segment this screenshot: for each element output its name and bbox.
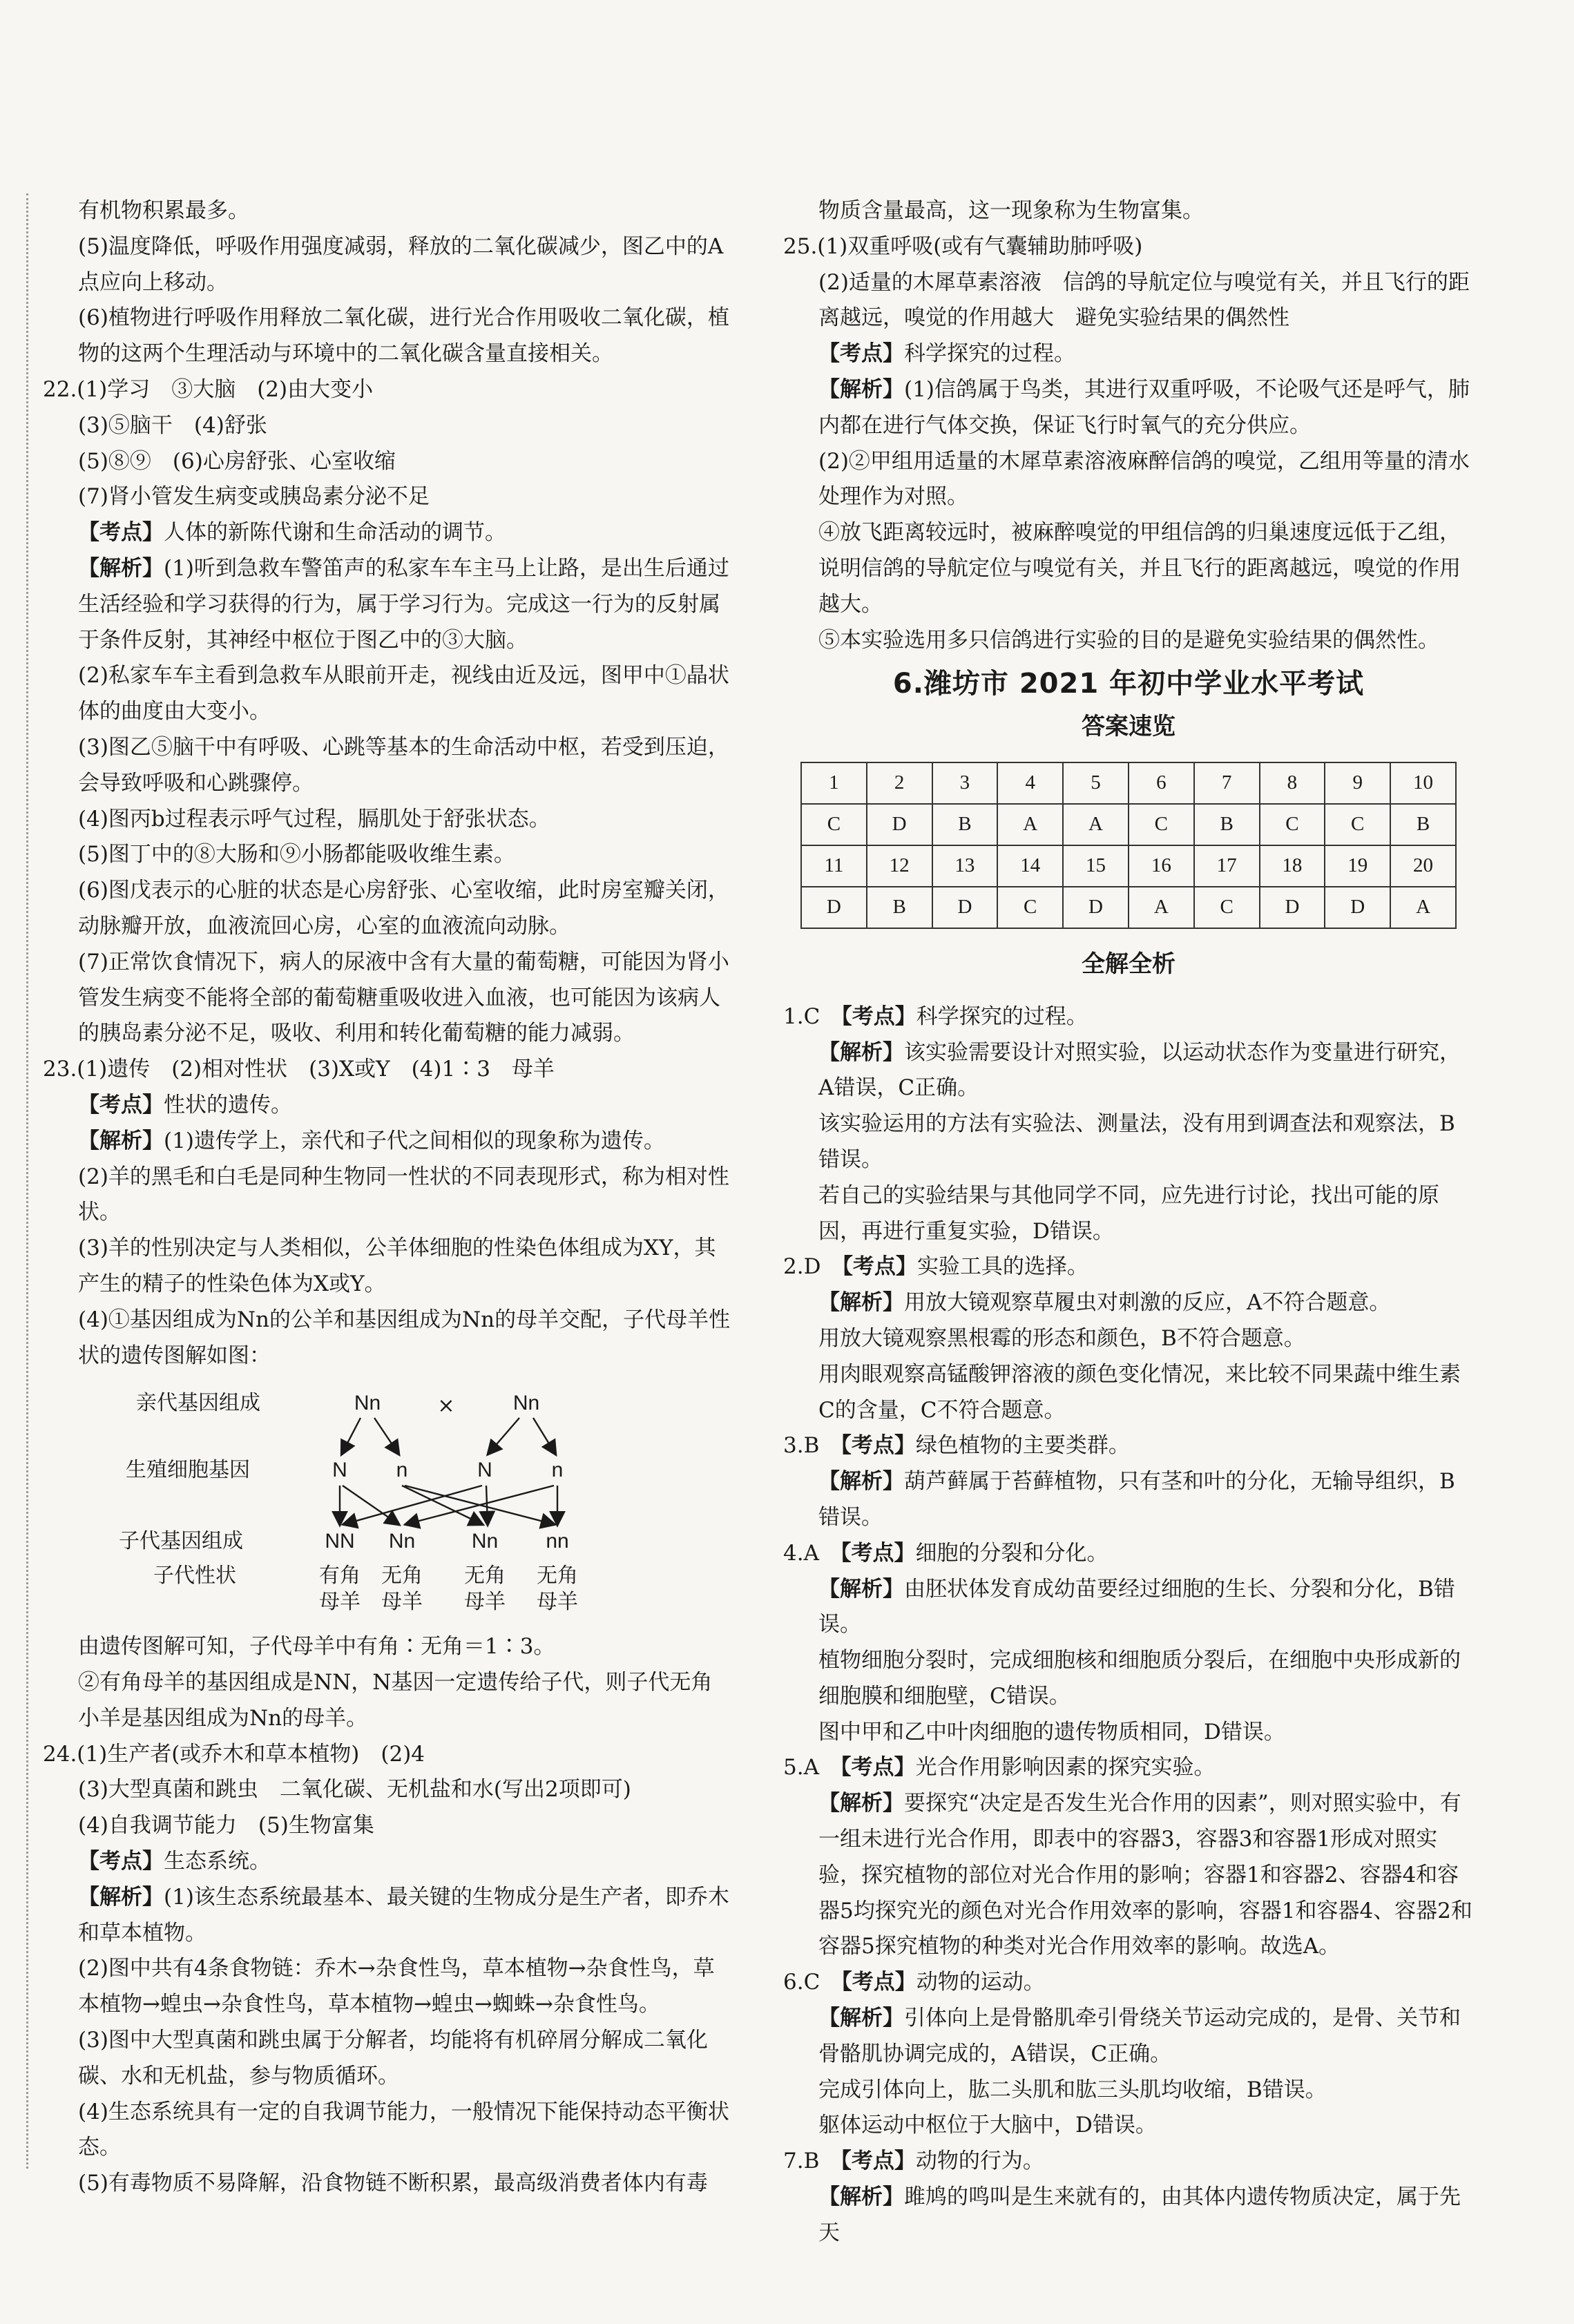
paragraph-text: 葫芦藓属于苔藓植物，只有茎和叶的分化，无输导组织，B错误。 [818, 1469, 1455, 1530]
tag-label: 【解析】 [78, 555, 164, 581]
paragraph-text: (2)羊的黑毛和白毛是同种生物同一性状的不同表现形式，称为相对性状。 [78, 1164, 729, 1225]
text-paragraph [43, 1629, 733, 1665]
text-paragraph [43, 945, 733, 1052]
answer-number-cell: 19 [1325, 845, 1390, 887]
text-paragraph [783, 1249, 1474, 1285]
tag-label: 【解析】 [818, 1039, 904, 1065]
paragraph-text: 用肉眼观察高锰酸钾溶液的颜色变化情况，来比较不同果蔬中维生素C的含量，C不符合题意。 [818, 1361, 1461, 1423]
text-paragraph [783, 623, 1474, 659]
genetic-diagram [43, 1376, 733, 1625]
offspring-3: Nn [471, 1530, 499, 1553]
answer-row-answers-2 [801, 887, 1456, 928]
tag-label: 【考点】 [78, 1092, 164, 1117]
text-paragraph [43, 1160, 733, 1231]
text-paragraph [783, 1357, 1474, 1429]
answer-letter-cell: A [1390, 887, 1456, 928]
section-title: 6.潍坊市 2021 年初中学业水平考试 [892, 668, 1365, 700]
text-paragraph [43, 2166, 733, 2202]
answer-letter-cell: D [867, 804, 932, 845]
gamete-1: N [332, 1459, 347, 1482]
paragraph-text: 25.(1)双重呼吸(或有气囊辅助肺呼吸) [783, 233, 1143, 259]
answer-number-cell: 20 [1390, 845, 1456, 887]
paragraph-text: (2)图中共有4条食物链：乔木→杂食性鸟，草本植物→杂食性鸟，草本植物→蝗虫→杂食性鸟，草本植物→蝗虫→蜘蛛→杂食性鸟。 [78, 1956, 715, 2017]
tag-label: 【解析】 [78, 1884, 164, 1910]
full-analysis-title: 全解全析 [1082, 950, 1175, 978]
paragraph-text: 该实验运用的方法有实验法、测量法，没有用到调查法和观察法，B错误。 [818, 1111, 1455, 1172]
paragraph-text: 该实验需要设计对照实验，以运动状态作为变量进行研究，A错误，C正确。 [818, 1039, 1461, 1101]
left-text-block-2 [43, 1629, 733, 2202]
answer-letter-cell: C [1325, 804, 1390, 845]
tag-label: 【解析】 [818, 1290, 904, 1316]
answer-number-cell: 5 [1063, 762, 1129, 804]
trait-1-line2: 母羊 [319, 1590, 361, 1615]
answer-letter-cell: A [1063, 804, 1129, 845]
paragraph-text: ⑤本实验选用多只信鸽进行实验的目的是避免实验结果的偶然性。 [818, 627, 1439, 653]
text-paragraph [783, 1750, 1474, 1786]
trait-3-line2: 母羊 [464, 1590, 506, 1615]
right-text-block-2 [783, 999, 1474, 2251]
answer-letter-cell: B [1194, 804, 1260, 845]
paragraph-text: (4)自我调节能力 (5)生物富集 [78, 1813, 374, 1838]
answer-letter-cell: A [1129, 887, 1194, 928]
answer-number-cell: 17 [1194, 845, 1260, 887]
paragraph-text: (5)⑧⑨ (6)心房舒张、心室收缩 [78, 448, 396, 474]
paragraph-text: 由遗传图解可知，子代母羊中有角∶无角＝1∶3。 [78, 1634, 555, 1660]
answer-letter-cell: A [997, 804, 1063, 845]
text-paragraph [43, 372, 733, 408]
answer-number-cell: 11 [801, 845, 867, 887]
text-paragraph [783, 1178, 1474, 1250]
text-paragraph [783, 2108, 1474, 2144]
text-paragraph [783, 229, 1474, 265]
paragraph-text: 用放大镜观察黑根霉的形态和颜色，B不符合题意。 [818, 1325, 1305, 1351]
text-paragraph [43, 444, 733, 480]
label-offspring-trait: 子代性状 [153, 1564, 236, 1588]
text-paragraph [43, 1844, 733, 1880]
text-paragraph [43, 1231, 733, 1303]
text-paragraph [783, 1715, 1474, 1751]
arrow-gamete-to-offspring [343, 1486, 399, 1524]
text-paragraph [43, 300, 733, 372]
right-text-block [783, 193, 1474, 658]
tag-label: 【解析】 [818, 376, 904, 402]
text-paragraph [783, 515, 1474, 622]
paragraph-text: (1)听到急救车警笛声的私家车车主马上让路，是出生后通过生活经验和学习获得的行为，属于学习行为。完成这一行为的反射属于条件反射，其神经中枢位于图乙中的③大脑。 [78, 555, 729, 653]
answer-letter-cell: C [801, 804, 867, 845]
question-answer: 1.C [783, 1003, 842, 1029]
answer-number-cell: 3 [932, 762, 998, 804]
answer-row-numbers-1 [801, 762, 1456, 804]
paragraph-text: (3)图乙⑤脑干中有呼吸、心跳等基本的生命活动中枢，若受到压迫，会导致呼吸和心跳骤停。 [78, 734, 729, 796]
text-paragraph [43, 1880, 733, 1952]
answer-number-cell: 12 [867, 845, 932, 887]
arrow-gamete-to-offspring [486, 1486, 488, 1524]
question-answer: 7.B [783, 2149, 841, 2174]
paragraph-text: (4)生态系统具有一定的自我调节能力，一般情况下能保持动态平衡状态。 [78, 2099, 729, 2160]
paragraph-text: (1)该生态系统最基本、最关键的生物成分是生产者，即乔木和草本植物。 [78, 1884, 729, 1946]
question-answer: 2.D [783, 1254, 843, 1280]
paragraph-text: 植物细胞分裂时，完成细胞核和细胞质分裂后，在细胞中央形成新的细胞膜和细胞壁，C错误。 [818, 1648, 1461, 1709]
paragraph-text: 图中甲和乙中叶肉细胞的遗传物质相同，D错误。 [818, 1719, 1285, 1745]
answer-number-cell: 18 [1260, 845, 1325, 887]
arrow-parent-to-gamete [488, 1418, 519, 1454]
paragraph-text: (6)植物进行呼吸作用释放二氧化碳，进行光合作用吸收二氧化碳，植物的这两个生理活动与环境中的二氧化碳含量直接相关。 [78, 305, 729, 367]
right-column [783, 193, 1474, 2251]
text-paragraph [783, 1428, 1474, 1464]
trait-4-line1: 无角 [537, 1564, 578, 1588]
paragraph-text: 光合作用影响因素的探究实验。 [915, 1755, 1216, 1780]
tag-label: 【考点】 [818, 341, 904, 367]
text-paragraph [43, 837, 733, 873]
answer-number-cell: 4 [997, 762, 1063, 804]
text-paragraph [783, 1536, 1474, 1572]
text-paragraph [43, 1665, 733, 1737]
answer-number-cell: 15 [1063, 845, 1129, 887]
paragraph-text: (5)温度降低，呼吸作用强度减弱，释放的二氧化碳减少，图乙中的A点应向上移动。 [78, 233, 724, 295]
paragraph-text: 人体的新陈代谢和生命活动的调节。 [164, 520, 506, 546]
binding-dotted-line [26, 193, 28, 2169]
text-paragraph [783, 1572, 1474, 1644]
paragraph-text: 生态系统。 [164, 1849, 271, 1874]
paragraph-text: 细胞的分裂和分化。 [915, 1540, 1108, 1566]
text-paragraph [783, 2001, 1474, 2073]
answer-letter-cell: B [1390, 804, 1456, 845]
paragraph-text: 要探究“决定是否发生光合作用的因素”，则对照实验中，有一组未进行光合作用，即表中的容器3，容器3和容器1形成对照实验，探究植物的部位对光合作用的影响；容器1和容器2、容器4和容器5均探究光的颜色对光合作用效率的影响，容器1和容器4、容器2和容器5探究植物的种类对光合作用效率的影响。故选A。 [818, 1791, 1472, 1959]
paragraph-text: 科学探究的过程。 [916, 1003, 1088, 1029]
paragraph-text: (3)图中大型真菌和跳虫属于分解者，均能将有机碎屑分解成二氧化碳、水和无机盐，参与物质循环。 [78, 2028, 708, 2088]
text-paragraph [43, 193, 733, 229]
tag-label: 【考点】 [78, 1849, 164, 1874]
tag-label: 【考点】 [842, 1254, 917, 1280]
tag-label: 【解析】 [818, 2184, 904, 2210]
answer-number-cell: 14 [997, 845, 1063, 887]
paragraph-text: (7)肾小管发生病变或胰岛素分泌不足 [78, 484, 430, 510]
text-paragraph [783, 265, 1474, 337]
text-paragraph [783, 2180, 1474, 2251]
paragraph-text: 动物的行为。 [915, 2149, 1044, 2174]
parent-male-genotype: Nn [354, 1392, 381, 1415]
gamete-3: N [477, 1459, 492, 1482]
gamete-4: n [551, 1459, 564, 1482]
answer-number-cell: 9 [1325, 762, 1390, 804]
text-paragraph [43, 1808, 733, 1844]
answer-letter-cell: D [932, 887, 998, 928]
paragraph-text: (2)适量的木犀草素溶液 信鸽的导航定位与嗅觉有关，并且飞行的距离越远，嗅觉的作用越大 避免实验结果的偶然性 [818, 269, 1470, 331]
answer-number-cell: 16 [1129, 845, 1194, 887]
paragraph-text: 完成引体向上，肱二头肌和肱三头肌均收缩，B错误。 [818, 2077, 1327, 2102]
text-paragraph [783, 1321, 1474, 1357]
paragraph-text: (1)遗传学上，亲代和子代之间相似的现象称为遗传。 [164, 1128, 665, 1153]
tag-label: 【考点】 [841, 1970, 916, 1995]
text-paragraph [783, 336, 1474, 372]
label-gamete-genes: 生殖细胞基因 [126, 1458, 250, 1483]
answer-number-cell: 1 [801, 762, 867, 804]
paragraph-text: 躯体运动中枢位于大脑中，D错误。 [818, 2113, 1157, 2138]
text-paragraph [783, 1464, 1474, 1536]
tag-label: 【考点】 [841, 1433, 916, 1459]
answer-letter-cell: D [1325, 887, 1390, 928]
paragraph-text: 引体向上是骨骼肌牵引骨绕关节运动完成的，是骨、关节和骨骼肌协调完成的，A错误，C正确。 [818, 2006, 1461, 2066]
tag-label: 【考点】 [840, 1540, 916, 1566]
text-paragraph [43, 229, 733, 301]
arrow-parent-to-gamete [374, 1418, 399, 1454]
trait-2-line2: 母羊 [381, 1590, 423, 1615]
answer-number-cell: 7 [1194, 762, 1260, 804]
paragraph-text: 绿色植物的主要类群。 [915, 1433, 1130, 1459]
parent-female-genotype: Nn [512, 1392, 540, 1415]
paragraph-text: (4)①基因组成为Nn的公羊和基因组成为Nn的母羊交配，子代母羊性状的遗传图解如图： [78, 1307, 731, 1368]
paragraph-text: (3)⑤脑干 (4)舒张 [78, 412, 267, 438]
answer-letter-cell: C [1129, 804, 1194, 845]
paragraph-text: 性状的遗传。 [164, 1092, 292, 1117]
paragraph-text: 动物的运动。 [916, 1970, 1045, 1995]
label-offspring-genotype: 子代基因组成 [119, 1529, 243, 1554]
question-answer: 4.A [783, 1540, 841, 1566]
question-answer: 5.A [783, 1755, 841, 1780]
answer-overview-title: 答案速览 [1082, 713, 1175, 741]
answer-letter-cell: B [932, 804, 998, 845]
text-paragraph [783, 1965, 1474, 2001]
question-answer: 3.B [783, 1433, 841, 1459]
text-paragraph [43, 658, 733, 730]
text-paragraph [43, 1303, 733, 1374]
answer-letter-cell: B [867, 887, 932, 928]
text-paragraph [43, 1124, 733, 1160]
trait-1-line1: 有角 [319, 1564, 361, 1588]
text-paragraph [43, 2023, 733, 2095]
paragraph-text: 雎鸠的鸣叫是生来就有的，由其体内遗传物质决定，属于先天 [818, 2184, 1461, 2245]
text-paragraph [783, 1643, 1474, 1715]
paragraph-text: 实验工具的选择。 [916, 1254, 1088, 1280]
left-text-block [43, 193, 733, 1374]
trait-2-line1: 无角 [381, 1564, 423, 1588]
question-answer: 6.C [783, 1970, 842, 1995]
tag-label: 【解析】 [78, 1128, 164, 1153]
text-paragraph [43, 873, 733, 945]
paragraph-text: 由胚状体发育成幼苗要经过细胞的生长、分裂和分化，B错误。 [818, 1576, 1455, 1638]
answer-letter-cell: C [1260, 804, 1325, 845]
tag-label: 【解析】 [818, 1791, 904, 1816]
text-paragraph [783, 193, 1474, 229]
text-paragraph [43, 551, 733, 658]
answer-table [800, 762, 1457, 929]
tag-label: 【考点】 [840, 1755, 916, 1780]
offspring-4: nn [546, 1530, 569, 1553]
answer-number-cell: 2 [867, 762, 932, 804]
paragraph-text: 23.(1)遗传 (2)相对性状 (3)X或Y (4)1∶3 母羊 [43, 1057, 555, 1082]
tag-label: 【解析】 [818, 1469, 904, 1495]
paragraph-text: ④放飞距离较远时，被麻醉嗅觉的甲组信鸽的归巢速度远低于乙组，说明信鸽的导航定位与嗅觉有关，并且飞行的距离越远，嗅觉的作用越大。 [818, 520, 1461, 617]
label-parent-genotype: 亲代基因组成 [136, 1391, 260, 1416]
text-paragraph [43, 1951, 733, 2023]
tag-label: 【考点】 [841, 2149, 916, 2174]
paragraph-text: 物质含量最高，这一现象称为生物富集。 [818, 198, 1204, 223]
paragraph-text: (5)有毒物质不易降解，沿食物链不断积累，最高级消费者体内有毒 [78, 2171, 708, 2196]
paragraph-text: 用放大镜观察草履虫对刺激的反应，A不符合题意。 [904, 1290, 1391, 1316]
text-paragraph [783, 2073, 1474, 2109]
text-paragraph [783, 372, 1474, 444]
offspring-2: Nn [388, 1530, 416, 1553]
text-paragraph [783, 1035, 1474, 1107]
text-paragraph [43, 479, 733, 515]
paragraph-text: 24.(1)生产者(或乔木和草本植物) (2)4 [43, 1741, 425, 1767]
text-paragraph [43, 1737, 733, 1773]
paragraph-text: 若自己的实验结果与其他同学不同，应先进行讨论，找出可能的原因，再进行重复实验，D错误。 [818, 1182, 1439, 1244]
paragraph-text: (2)②甲组用适量的木犀草素溶液麻醉信鸽的嗅觉，乙组用等量的清水处理作为对照。 [818, 448, 1470, 510]
gamete-2: n [396, 1459, 408, 1482]
cross-sign: × [437, 1394, 455, 1419]
text-paragraph [43, 1088, 733, 1124]
answer-number-cell: 6 [1129, 762, 1194, 804]
left-column [43, 193, 733, 2202]
answer-letter-cell: D [1063, 887, 1129, 928]
arrow-parent-to-gamete [342, 1418, 361, 1454]
arrow-parent-to-gamete [533, 1418, 555, 1454]
paragraph-text: (3)大型真菌和跳虫 二氧化碳、无机盐和水(写出2项即可) [78, 1777, 631, 1803]
text-paragraph [43, 515, 733, 551]
paragraph-text: 有机物积累最多。 [78, 198, 249, 223]
answer-letter-cell: C [997, 887, 1063, 928]
text-paragraph [43, 802, 733, 838]
answer-letter-cell: D [801, 887, 867, 928]
answer-row-numbers-2 [801, 845, 1456, 887]
answer-letter-cell: D [1260, 887, 1325, 928]
tag-label: 【考点】 [841, 1003, 916, 1029]
paragraph-text: ②有角母羊的基因组成是NN，N基因一定遗传给子代，则子代无角小羊是基因组成为Nn的母羊。 [78, 1670, 713, 1731]
text-paragraph [783, 2144, 1474, 2180]
paragraph-text: (2)私家车车主看到急救车从眼前开走，视线由近及远，图甲中①晶状体的曲度由大变小。 [78, 663, 729, 724]
trait-3-line1: 无角 [464, 1564, 506, 1588]
answer-number-cell: 13 [932, 845, 998, 887]
tag-label: 【解析】 [818, 1576, 904, 1602]
paragraph-text: (5)图丁中的⑧大肠和⑨小肠都能吸收维生素。 [78, 842, 515, 867]
paragraph-text: 科学探究的过程。 [904, 341, 1075, 367]
offspring-1: NN [325, 1530, 355, 1553]
answer-row-answers-1 [801, 804, 1456, 845]
text-paragraph [43, 2095, 733, 2167]
text-paragraph [43, 730, 733, 802]
paragraph-text: (3)羊的性别决定与人类相似，公羊体细胞的性染色体组成为XY，其产生的精子的性染色体为X或Y。 [78, 1236, 716, 1296]
paragraph-text: (6)图戊表示的心脏的状态是心房舒张、心室收缩，此时房室瓣关闭，动脉瓣开放，血液流回心房，心室的血液流向动脉。 [78, 878, 729, 939]
text-paragraph [43, 408, 733, 444]
tag-label: 【考点】 [78, 520, 164, 546]
answer-number-cell: 8 [1260, 762, 1325, 804]
answer-letter-cell: C [1194, 887, 1260, 928]
text-paragraph [783, 1786, 1474, 1965]
text-paragraph [783, 999, 1474, 1035]
text-paragraph [783, 1285, 1474, 1321]
text-paragraph [43, 1052, 733, 1088]
paragraph-text: (1)信鸽属于鸟类，其进行双重呼吸，不论吸气还是呼气，肺内都在进行气体交换，保证飞行时氧气的充分供应。 [818, 376, 1470, 438]
trait-4-line2: 母羊 [537, 1590, 578, 1615]
text-paragraph [43, 1772, 733, 1808]
paragraph-text: (4)图丙b过程表示呼气过程，膈肌处于舒张状态。 [78, 806, 550, 832]
text-paragraph [783, 444, 1474, 516]
paragraph-text: (7)正常饮食情况下，病人的尿液中含有大量的葡萄糖，可能因为肾小管发生病变不能将全部的葡萄糖重吸收进入血液，也可能因为该病人的胰岛素分泌不足，吸收、利用和转化葡萄糖的能力减弱。 [78, 949, 729, 1046]
genetic-diagram-svg [43, 1376, 733, 1625]
answer-number-cell: 10 [1390, 762, 1456, 804]
tag-label: 【解析】 [818, 2006, 904, 2031]
text-paragraph [783, 1106, 1474, 1178]
paragraph-text: 22.(1)学习 ③大脑 (2)由大变小 [43, 376, 374, 402]
